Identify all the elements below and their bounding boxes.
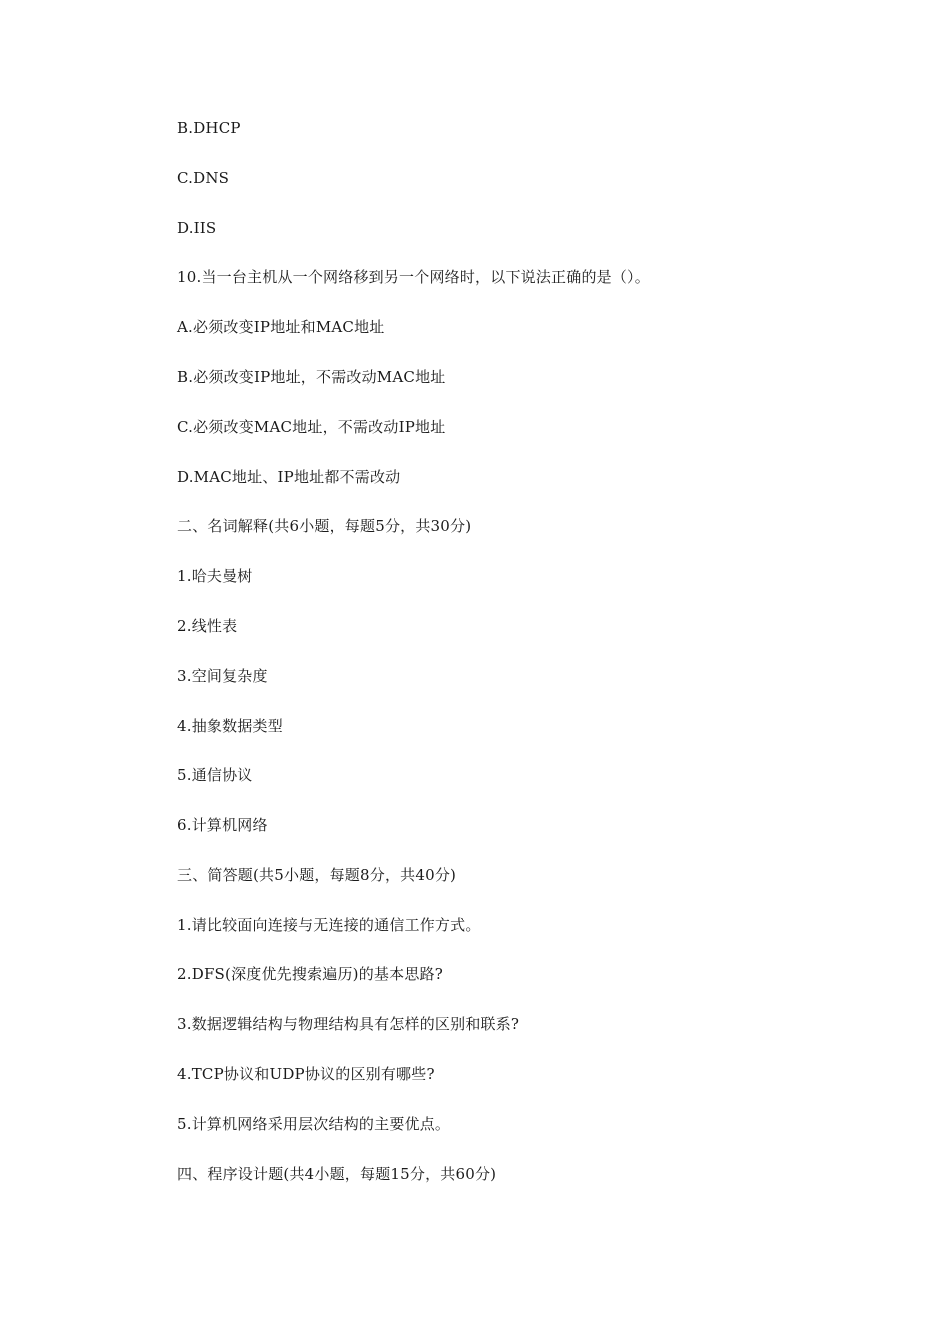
- short-answer-item-3: 3.数据逻辑结构与物理结构具有怎样的区别和联系?: [177, 1015, 520, 1033]
- short-answer-item-1: 1.请比较面向连接与无连接的通信工作方式。: [177, 916, 481, 934]
- term-item-6: 6.计算机网络: [177, 816, 268, 834]
- short-answer-item-4: 4.TCP协议和UDP协议的区别有哪些?: [177, 1065, 435, 1083]
- section-heading-programming: 四、程序设计题(共4小题，每题15分，共60分): [177, 1165, 497, 1183]
- short-answer-item-2: 2.DFS(深度优先搜索遍历)的基本思路?: [177, 965, 443, 983]
- question-10-option-c: C.必须改变MAC地址，不需改动IP地址: [177, 418, 446, 436]
- term-item-5: 5.通信协议: [177, 766, 253, 784]
- term-item-1: 1.哈夫曼树: [177, 567, 253, 585]
- short-answer-item-5: 5.计算机网络采用层次结构的主要优点。: [177, 1115, 451, 1133]
- term-item-3: 3.空间复杂度: [177, 667, 268, 685]
- question-10-option-a: A.必须改变IP地址和MAC地址: [177, 318, 385, 336]
- question-10-option-b: B.必须改变IP地址，不需改动MAC地址: [177, 368, 446, 386]
- section-heading-terms: 二、名词解释(共6小题，每题5分，共30分): [177, 517, 472, 535]
- term-item-4: 4.抽象数据类型: [177, 717, 283, 735]
- term-item-2: 2.线性表: [177, 617, 238, 635]
- question-10: 10.当一台主机从一个网络移到另一个网络时，以下说法正确的是（）。: [177, 268, 650, 286]
- section-heading-short-answer: 三、简答题(共5小题，每题8分，共40分): [177, 866, 457, 884]
- option-b-dhcp: B.DHCP: [177, 119, 241, 137]
- question-10-option-d: D.MAC地址、IP地址都不需改动: [177, 468, 401, 486]
- option-c-dns: C.DNS: [177, 169, 230, 187]
- option-d-iis: D.IIS: [177, 219, 217, 237]
